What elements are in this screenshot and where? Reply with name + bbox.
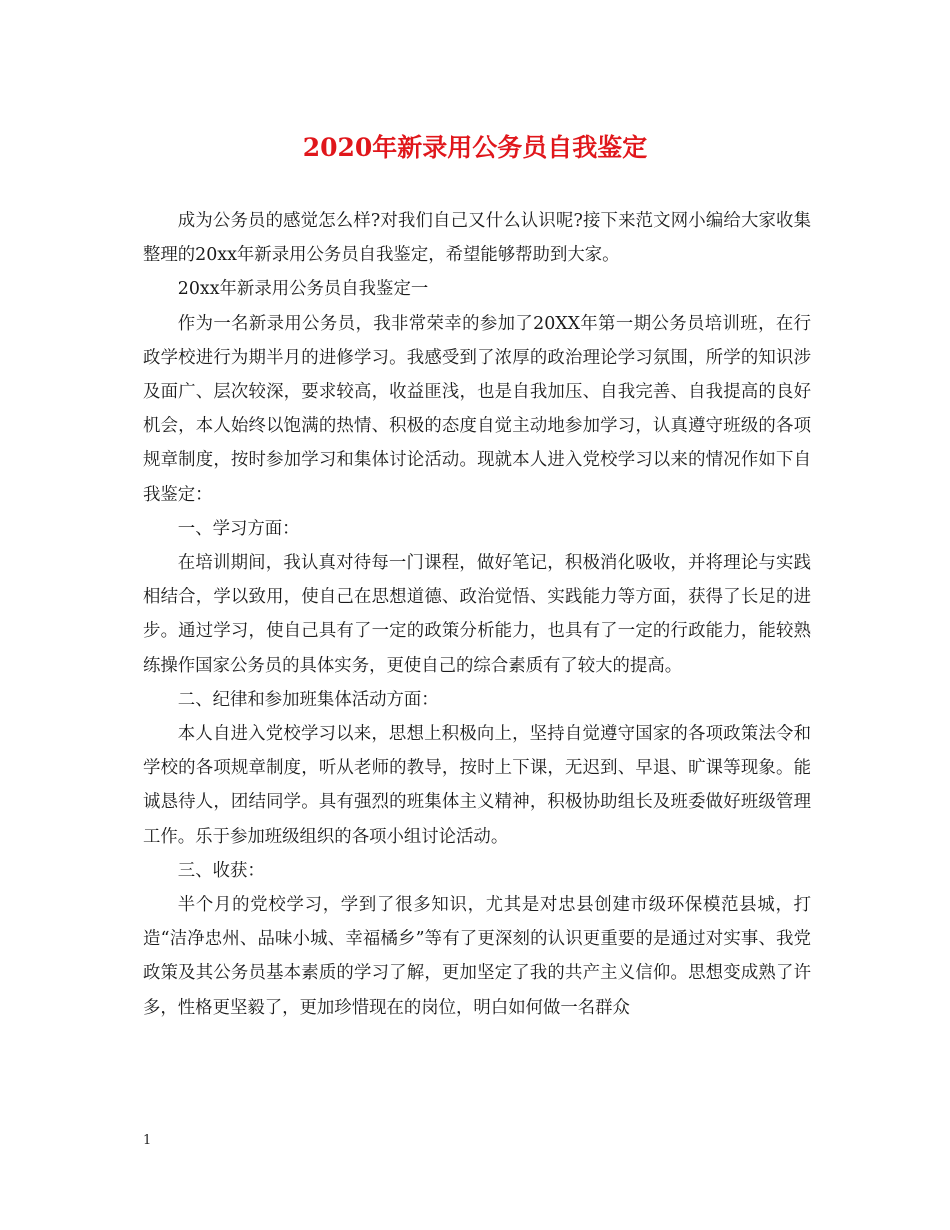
page-number: 1 [143, 1133, 152, 1148]
paragraph-intro: 成为公务员的感觉怎么样?对我们自己又什么认识呢?接下来范文网小编给大家收集整理的20xx年新录用公务员自我鉴定，希望能够帮助到大家。 [143, 211, 811, 266]
paragraph-subtitle: 20xx年新录用公务员自我鉴定一 [177, 279, 429, 300]
document-title: 2020年新录用公务员自我鉴定 [302, 133, 648, 162]
paragraph-gains: 半个月的党校学习，学到了很多知识，尤其是对忠县创建市级环保模范县城，打造“洁净忠州、品味小城、幸福橘乡”等有了更深刻的认识更重要的是通过对实事、我党政策及其公务员基本素质的学习了解，更加坚定了我的共产主义信仰。思想变成熟了许多，性格更坚毅了，更加珍惜现在的岗位，明白如何做一名群众 [143, 895, 811, 1018]
section-heading-gains: 三、收获： [177, 860, 265, 881]
paragraph-study: 在培训期间，我认真对待每一门课程，做好笔记，积极消化吸收，并将理论与实践相结合，学以致用，使自己在思想道德、政治觉悟、实践能力等方面，获得了长足的进步。通过学习，使自己具有了一定的政策分析能力，也具有了一定的行政能力，能较熟练操作国家公务员的具体实务，更使自己的综合素质有了较大的提高。 [143, 553, 811, 676]
paragraph-discipline: 本人自进入党校学习以来，思想上积极向上，坚持自觉遵守国家的各项政策法令和学校的各项规章制度，听从老师的教导，按时上下课，无迟到、早退、旷课等现象。能诚恳待人，团结同学。具有强烈的班集体主义精神，积极协助组长及班委做好班级管理工作。乐于参加班级组织的各项小组讨论活动。 [143, 724, 811, 847]
document-body [143, 204, 811, 1025]
paragraph-opening: 作为一名新录用公务员，我非常荣幸的参加了20XX年第一期公务员培训班，在行政学校进行为期半月的进修学习。我感受到了浓厚的政治理论学习氛围，所学的知识涉及面广、层次较深，要求较高，收益匪浅，也是自我加压、自我完善、自我提高的良好机会，本人始终以饱满的热情、积极的态度自觉主动地参加学习，认真遵守班级的各项规章制度，按时参加学习和集体讨论活动。现就本人进入党校学习以来的情况作如下自我鉴定： [143, 313, 811, 505]
section-heading-study: 一、学习方面： [177, 518, 300, 539]
section-heading-discipline: 二、纪律和参加班集体活动方面： [177, 689, 439, 710]
